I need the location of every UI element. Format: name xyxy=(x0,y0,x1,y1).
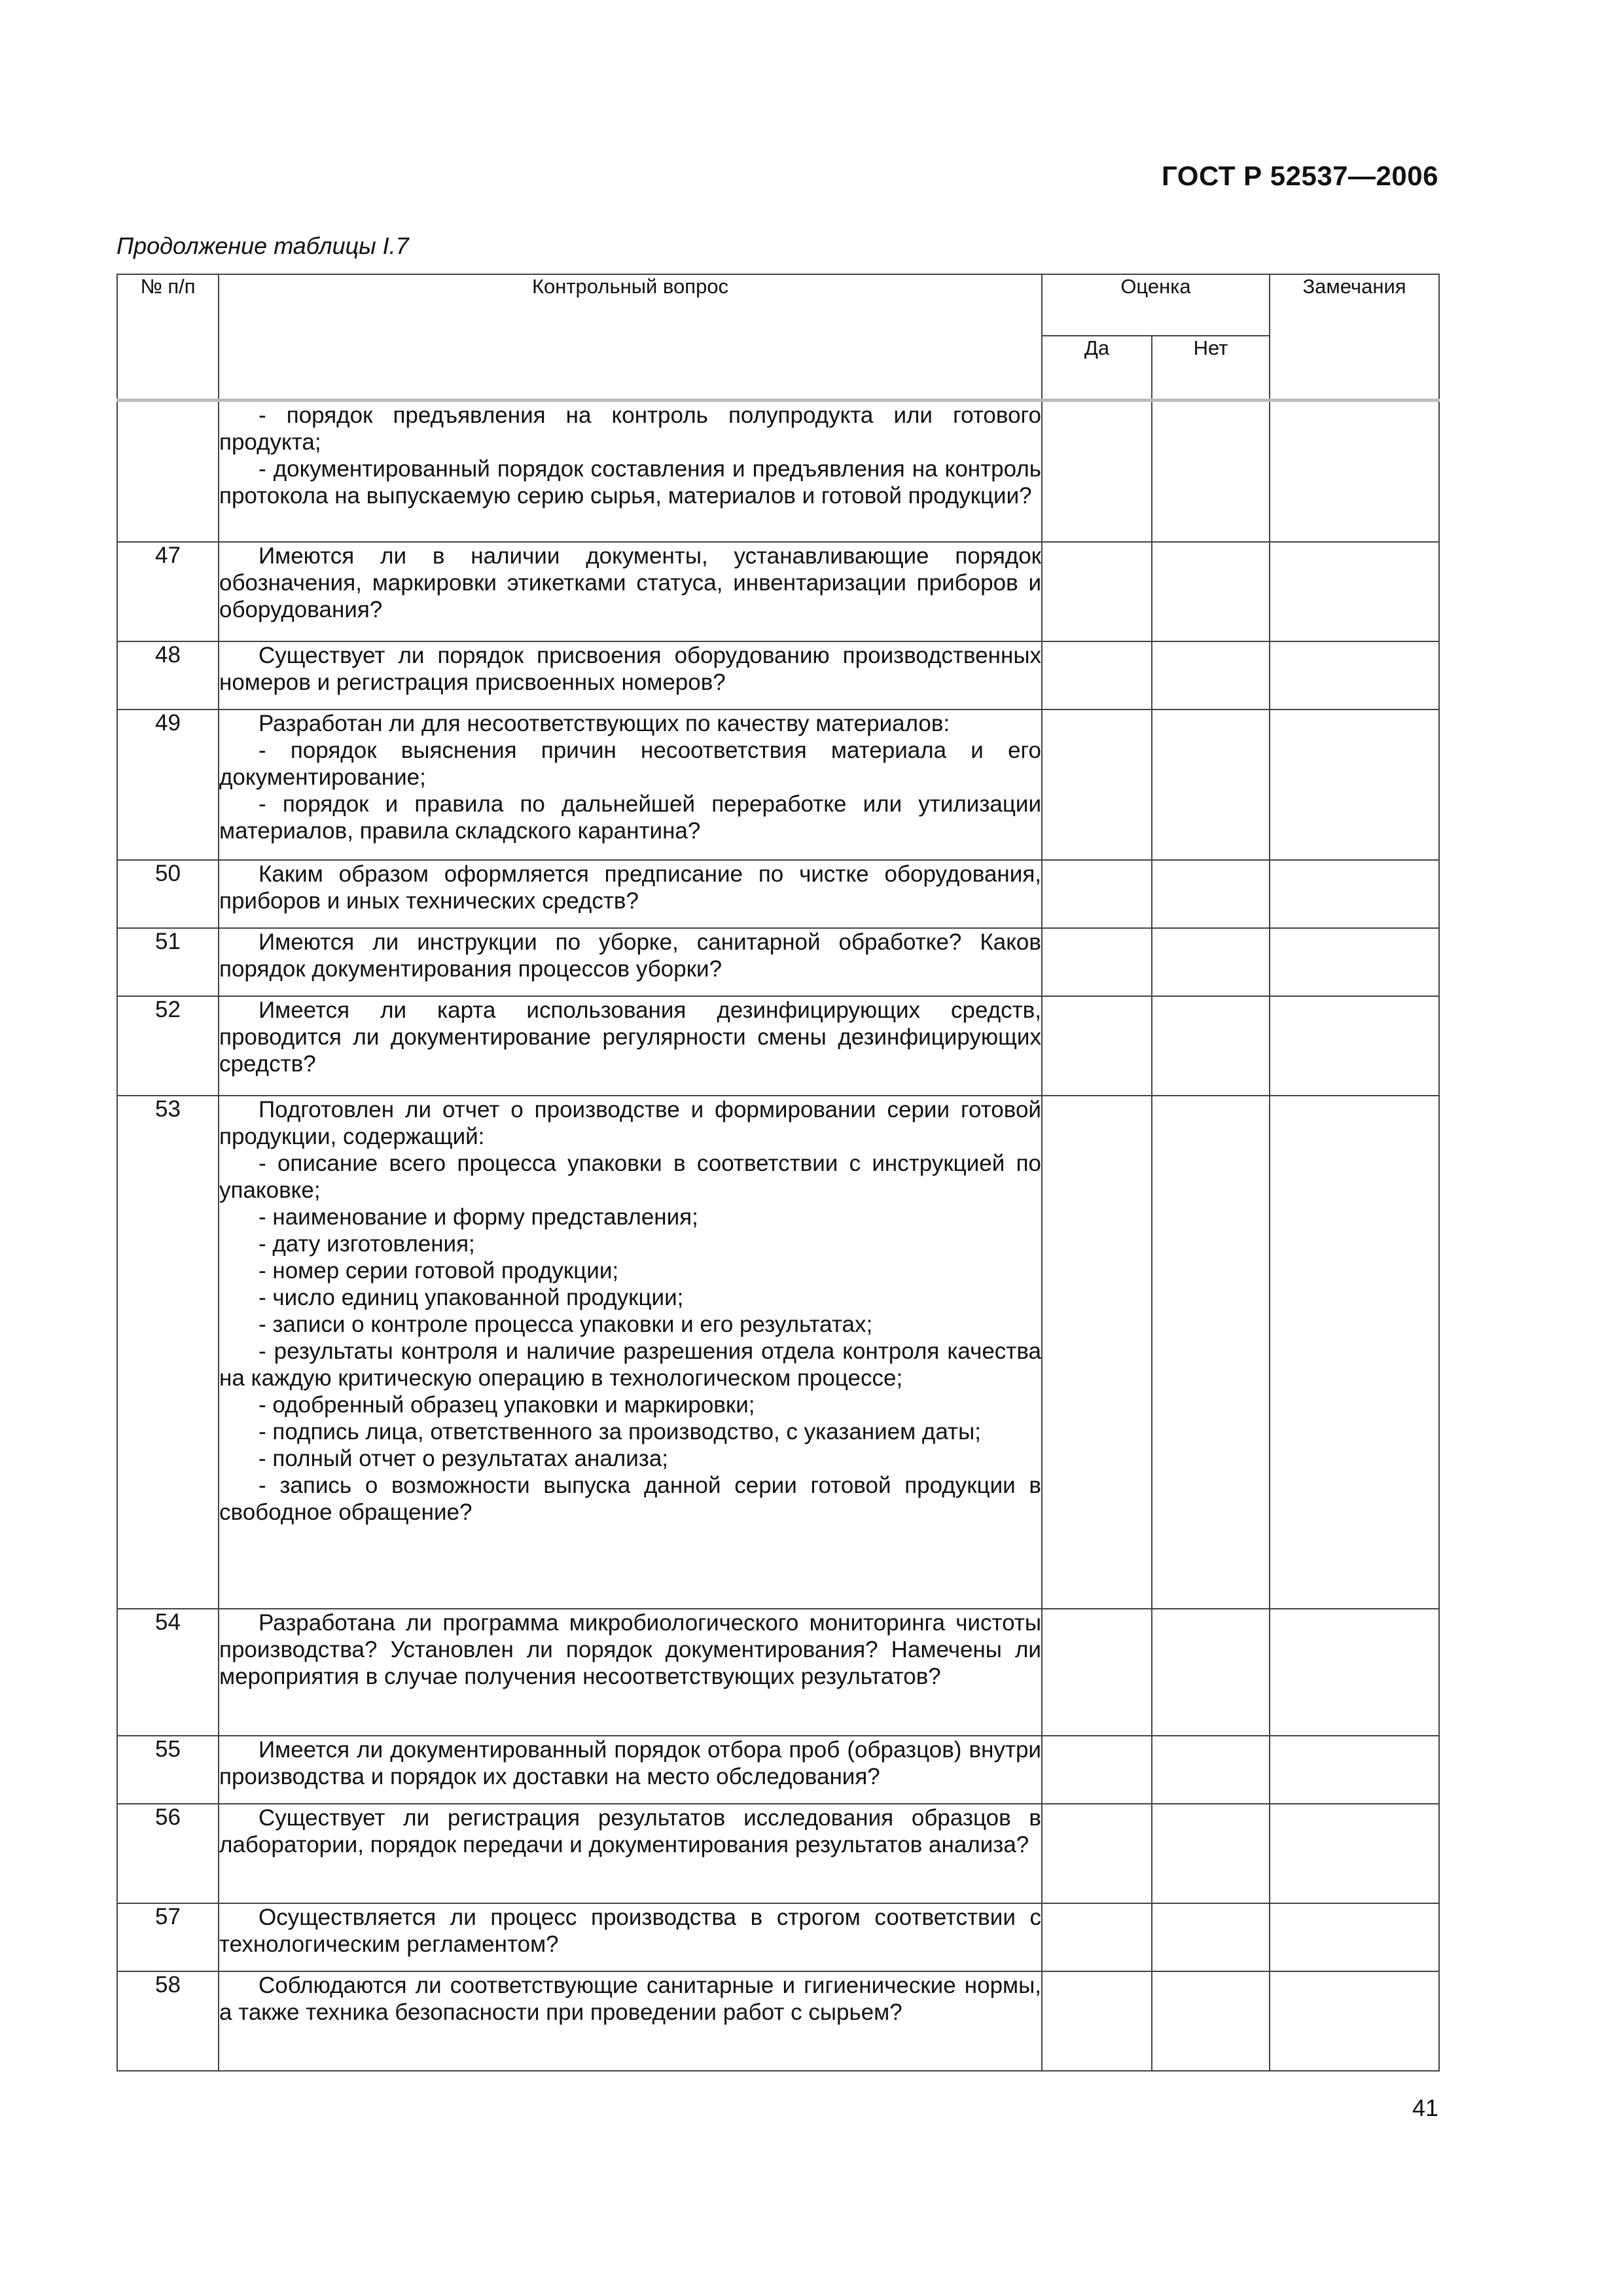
table-row xyxy=(117,401,1439,542)
no-cell xyxy=(1152,709,1270,860)
remarks-cell xyxy=(1270,1609,1439,1736)
remarks-cell xyxy=(1270,1804,1439,1903)
question-text: Имеется ли документированный порядок отбора проб (образцов) внутри производства и порядок их доставки на место обследования? xyxy=(219,1736,1041,1789)
no-cell xyxy=(1152,1971,1270,2071)
table-row xyxy=(117,1903,1439,1971)
table-header xyxy=(117,274,1439,401)
remarks-cell xyxy=(1270,542,1439,641)
row-number: 55 xyxy=(117,1736,219,1804)
remarks-cell xyxy=(1270,1736,1439,1804)
question-cell xyxy=(219,1971,1042,2071)
no-cell xyxy=(1152,401,1270,542)
row-number: 54 xyxy=(117,1609,219,1736)
question-cell xyxy=(219,928,1042,996)
yes-cell xyxy=(1042,1609,1152,1736)
question-cell xyxy=(219,996,1042,1096)
remarks-cell xyxy=(1270,1903,1439,1971)
row-number: 53 xyxy=(117,1096,219,1609)
question-cell xyxy=(219,860,1042,928)
table-row xyxy=(117,709,1439,860)
question-cell xyxy=(219,1903,1042,1971)
remarks-cell xyxy=(1270,709,1439,860)
table-row xyxy=(117,1804,1439,1903)
question-text: - одобренный образец упаковки и маркировки; xyxy=(259,1391,755,1418)
no-cell xyxy=(1152,1736,1270,1804)
question-text: - записи о контроле процесса упаковки и его результатах; xyxy=(259,1311,873,1337)
remarks-cell xyxy=(1270,641,1439,709)
header-question: Контрольный вопрос xyxy=(219,274,1042,401)
question-text: - дату изготовления; xyxy=(259,1230,475,1257)
question-cell xyxy=(219,1736,1042,1804)
table-row xyxy=(117,928,1439,996)
yes-cell xyxy=(1042,860,1152,928)
no-cell xyxy=(1152,1804,1270,1903)
question-cell xyxy=(219,1096,1042,1609)
table-row xyxy=(117,860,1439,928)
yes-cell xyxy=(1042,1903,1152,1971)
row-number: 51 xyxy=(117,928,219,996)
question-text: Разработана ли программа микробиологического мониторинга чистоты производства? Установлен ли порядок документирования? Намечены ли мероприятия в случае получения несоответствующих результатов? xyxy=(219,1609,1041,1689)
question-text: Имеются ли инструкции по уборке, санитарной обработке? Каков порядок документирования процессов уборки? xyxy=(219,929,1041,982)
question-text: Разработан ли для несоответствующих по качеству материалов: xyxy=(259,710,950,736)
question-text: - наименование и форму представления; xyxy=(259,1204,698,1230)
remarks-cell xyxy=(1270,860,1439,928)
table-row xyxy=(117,1736,1439,1804)
yes-cell xyxy=(1042,1096,1152,1609)
question-cell xyxy=(219,542,1042,641)
question-text: Каким образом оформляется предписание по чистке оборудования, приборов и иных технических средств? xyxy=(219,861,1041,914)
row-number: 47 xyxy=(117,542,219,641)
table-row xyxy=(117,1971,1439,2071)
question-text: Существует ли регистрация результатов исследования образцов в лаборатории, порядок передачи и документирования результатов анализа? xyxy=(219,1804,1041,1857)
question-text: - документированный порядок составления и предъявления на контроль протокола на выпускаемую серию сырья, материалов и готовой продукции? xyxy=(219,456,1041,509)
yes-cell xyxy=(1042,641,1152,709)
no-cell xyxy=(1152,1609,1270,1736)
row-number xyxy=(117,401,219,542)
row-number: 50 xyxy=(117,860,219,928)
question-text: - полный отчет о результатах анализа; xyxy=(259,1445,669,1471)
table-row xyxy=(117,542,1439,641)
row-number: 49 xyxy=(117,709,219,860)
row-number: 58 xyxy=(117,1971,219,2071)
row-number: 48 xyxy=(117,641,219,709)
table-caption: Продолжение таблицы I.7 xyxy=(116,232,409,259)
question-text: - запись о возможности выпуска данной серии готовой продукции в свободное обращение? xyxy=(219,1472,1041,1525)
question-text: - число единиц упакованной продукции; xyxy=(259,1284,684,1310)
remarks-cell xyxy=(1270,401,1439,542)
question-cell xyxy=(219,641,1042,709)
checklist-table xyxy=(116,274,1440,2072)
remarks-cell xyxy=(1270,928,1439,996)
header-yes: Да xyxy=(1042,336,1152,401)
question-text: - порядок выяснения причин несоответствия материала и его документирование; xyxy=(219,737,1041,790)
question-cell xyxy=(219,709,1042,860)
no-cell xyxy=(1152,542,1270,641)
no-cell xyxy=(1152,860,1270,928)
question-cell xyxy=(219,401,1042,542)
table-row xyxy=(117,1609,1439,1736)
remarks-cell xyxy=(1270,1971,1439,2071)
question-text: Имеется ли карта использования дезинфицирующих средств, проводится ли документирование регулярности смены дезинфицирующих средств? xyxy=(219,997,1041,1077)
yes-cell xyxy=(1042,928,1152,996)
row-number: 57 xyxy=(117,1903,219,1971)
yes-cell xyxy=(1042,401,1152,542)
question-cell xyxy=(219,1804,1042,1903)
question-text: - порядок и правила по дальнейшей переработке или утилизации материалов, правила складского карантина? xyxy=(219,791,1041,844)
table-row xyxy=(117,996,1439,1096)
page-number: 41 xyxy=(1412,2094,1438,2121)
header-num: № п/п xyxy=(117,274,219,401)
no-cell xyxy=(1152,1096,1270,1609)
no-cell xyxy=(1152,1903,1270,1971)
yes-cell xyxy=(1042,709,1152,860)
question-text: - порядок предъявления на контроль полупродукта или готового продукта; xyxy=(219,403,1041,455)
question-text: - номер серии готовой продукции; xyxy=(259,1257,619,1283)
question-text: Осуществляется ли процесс производства в строгом соответствии с технологическим регламентом? xyxy=(219,1904,1041,1957)
remarks-cell xyxy=(1270,1096,1439,1609)
yes-cell xyxy=(1042,1804,1152,1903)
yes-cell xyxy=(1042,1736,1152,1804)
question-cell xyxy=(219,1609,1042,1736)
no-cell xyxy=(1152,996,1270,1096)
yes-cell xyxy=(1042,1971,1152,2071)
question-text: Имеются ли в наличии документы, устанавливающие порядок обозначения, маркировки этикетками статуса, инвентаризации приборов и оборудования? xyxy=(219,543,1041,622)
question-text: Существует ли порядок присвоения оборудованию производственных номеров и регистрация присвоенных номеров? xyxy=(219,642,1041,695)
header-remarks: Замечания xyxy=(1270,274,1439,401)
yes-cell xyxy=(1042,542,1152,641)
table-row xyxy=(117,641,1439,709)
yes-cell xyxy=(1042,996,1152,1096)
question-text: Подготовлен ли отчет о производстве и формировании серии готовой продукции, содержащий: xyxy=(219,1096,1041,1149)
question-text: Соблюдаются ли соответствующие санитарные и гигиенические нормы, а также техника безопасности при проведении работ с сырьем? xyxy=(219,1972,1041,2025)
remarks-cell xyxy=(1270,996,1439,1096)
question-text: - подпись лица, ответственного за производство, с указанием даты; xyxy=(259,1418,981,1444)
no-cell xyxy=(1152,641,1270,709)
table-row xyxy=(117,1096,1439,1609)
header-rating: Оценка xyxy=(1042,274,1270,336)
document-code: ГОСТ Р 52537—2006 xyxy=(1162,160,1438,191)
question-text: - результаты контроля и наличие разрешения отдела контроля качества на каждую критическую операцию в технологическом процессе; xyxy=(219,1338,1041,1391)
no-cell xyxy=(1152,928,1270,996)
row-number: 56 xyxy=(117,1804,219,1903)
row-number: 52 xyxy=(117,996,219,1096)
table-body xyxy=(117,401,1439,2071)
question-text: - описание всего процесса упаковки в соответствии с инструкцией по упаковке; xyxy=(219,1150,1041,1203)
header-no: Нет xyxy=(1152,336,1270,401)
